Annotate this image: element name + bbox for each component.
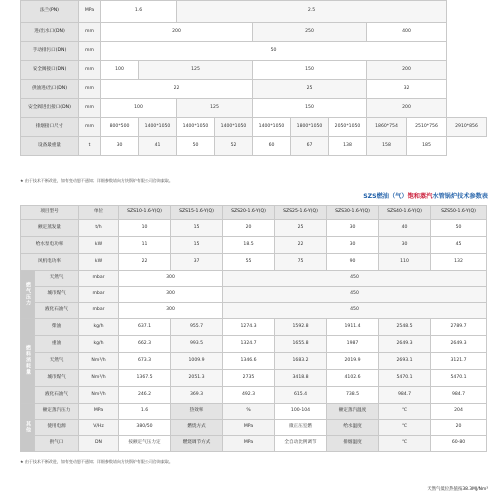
value-cell: 2510*756 [407, 118, 447, 137]
fuel-heating-value-note: 天然气低位热值按38.3MJ/Nm³ [427, 487, 488, 492]
value-cell: 2548.5 [379, 319, 431, 336]
value-cell: 1367.5 [119, 370, 171, 387]
row-label: 供气口 [35, 436, 79, 452]
value-cell: 993.5 [171, 336, 223, 353]
row-label: 手动排污口(DN) [21, 42, 79, 61]
group-fuel-consumption: 燃料消耗量 [21, 319, 35, 404]
value-cell: 1592.8 [275, 319, 327, 336]
value-cell: 20 [431, 420, 487, 436]
value-cell: 1800*1050 [291, 118, 329, 137]
table-szs-steam-boiler-specs [20, 205, 487, 452]
row-unit: t [79, 137, 101, 156]
value-cell: 微正压室燃 [275, 420, 327, 436]
value-cell: 4102.6 [327, 370, 379, 387]
table-row [21, 206, 487, 220]
value-cell: 1324.7 [223, 336, 275, 353]
header-model: SZS30-1.6-Y(Q) [327, 206, 379, 220]
value-cell: 250 [253, 23, 367, 42]
row-unit: mm [79, 118, 101, 137]
row-label: 额定蒸汽压力 [35, 404, 79, 420]
value-cell: 246.2 [119, 387, 171, 404]
row-label: 设备最重量 [21, 137, 79, 156]
header-item: 项目型号 [21, 206, 79, 220]
value-cell: 37 [171, 254, 223, 271]
header-model: SZS50-1.6-Y(Q) [431, 206, 487, 220]
value-cell: 185 [407, 137, 447, 156]
row-label: 燃烧调节方式 [171, 436, 223, 452]
row-label: 安全阀进出接口(DN) [21, 99, 79, 118]
row-unit: mbar [79, 287, 119, 303]
row-unit: mbar [79, 303, 119, 319]
row-label: 额定蒸发量 [21, 220, 79, 237]
value-cell: 150 [253, 99, 367, 118]
row-unit: MPa [79, 1, 101, 23]
value-cell: 2735 [223, 370, 275, 387]
value-cell: 2019.9 [327, 353, 379, 370]
value-cell: 5470.1 [379, 370, 431, 387]
value-cell: 2051.3 [171, 370, 223, 387]
value-cell: 673.3 [119, 353, 171, 370]
header-model: SZS40-1.6-Y(Q) [379, 206, 431, 220]
value-cell: 1.6 [119, 404, 171, 420]
row-unit: mm [79, 61, 101, 80]
value-cell: 2693.1 [379, 353, 431, 370]
table-row [21, 137, 487, 156]
table-row [21, 254, 487, 271]
table-row [21, 420, 487, 436]
value-cell: 300 [119, 287, 223, 303]
row-unit: mbar [79, 271, 119, 287]
value-cell: 300 [119, 271, 223, 287]
value-cell: 662.3 [119, 336, 171, 353]
header-model: SZS20-1.6-Y(Q) [223, 206, 275, 220]
value-cell: 2789.7 [431, 319, 487, 336]
table-row [21, 287, 487, 303]
row-label: 液化石油气 [35, 387, 79, 404]
table-row [21, 61, 487, 80]
value-cell: 158 [367, 137, 407, 156]
row-label: 安全阀接口(DN) [21, 61, 79, 80]
value-cell: 100 [101, 99, 177, 118]
table-row [21, 118, 487, 137]
table-row [21, 42, 487, 61]
value-cell: 20 [223, 220, 275, 237]
value-cell: 30 [327, 220, 379, 237]
value-cell: 30 [327, 237, 379, 254]
header-model: SZS15-1.6-Y(Q) [171, 206, 223, 220]
value-cell: 150 [253, 61, 367, 80]
value-cell: 22 [275, 237, 327, 254]
row-unit: Nm³/h [79, 370, 119, 387]
value-cell: 1655.8 [275, 336, 327, 353]
table-row [21, 353, 487, 370]
value-cell: 400 [367, 23, 447, 42]
table-row [21, 404, 487, 420]
value-cell: 100-104 [275, 404, 327, 420]
row-label: 天然气 [35, 353, 79, 370]
row-label: 额定蒸汽温度 [327, 404, 379, 420]
value-cell: 1009.9 [171, 353, 223, 370]
row-unit: Nm³/h [79, 387, 119, 404]
value-cell: 75 [275, 254, 327, 271]
table-row [21, 370, 487, 387]
value-cell: 615.4 [275, 387, 327, 404]
row-unit: Nm³/h [79, 353, 119, 370]
value-cell: 450 [223, 287, 487, 303]
value-cell: 25 [275, 220, 327, 237]
value-cell: 全自动比例调节 [275, 436, 327, 452]
value-cell: 1987 [327, 336, 379, 353]
row-label: 热效率 [171, 404, 223, 420]
value-cell: 800*500 [101, 118, 139, 137]
value-cell: 按额定气压力定 [119, 436, 171, 452]
value-cell: 2.5 [177, 1, 447, 23]
value-cell: 984.7 [431, 387, 487, 404]
value-cell: 204 [431, 404, 487, 420]
table-row [21, 303, 487, 319]
table-row [21, 319, 487, 336]
value-cell: 15 [171, 237, 223, 254]
row-label: 排烟接口尺寸 [21, 118, 79, 137]
row-unit: mm [79, 42, 101, 61]
table-row [21, 336, 487, 353]
row-unit: ℃ [379, 404, 431, 420]
value-cell: 3121.7 [431, 353, 487, 370]
table2-footnote: ★ 由于技术不断改进，如有变动恕不通知；详细参数请向方快锅炉有限公司咨询索取。 [20, 459, 173, 464]
row-label: 城市煤气 [35, 287, 79, 303]
value-cell: 1400*1050 [215, 118, 253, 137]
value-cell: 1683.2 [275, 353, 327, 370]
value-cell: 200 [101, 23, 253, 42]
group-other: 其他 [21, 404, 35, 452]
value-cell: 300 [119, 303, 223, 319]
row-label: 柴油 [35, 319, 79, 336]
value-cell: 738.5 [327, 387, 379, 404]
value-cell: 955.7 [171, 319, 223, 336]
row-unit: kg/h [79, 336, 119, 353]
row-unit: % [223, 404, 275, 420]
value-cell: 3418.8 [275, 370, 327, 387]
value-cell: 90 [327, 254, 379, 271]
value-cell: 1346.6 [223, 353, 275, 370]
value-cell: 2910*856 [447, 118, 487, 137]
value-cell: 100 [101, 61, 139, 80]
header-model: SZS10-1.6-Y(Q) [119, 206, 171, 220]
row-label: 法兰(PN) [21, 1, 79, 23]
value-cell: 25 [253, 80, 367, 99]
row-label: 给水温度 [327, 420, 379, 436]
value-cell: 637.1 [119, 319, 171, 336]
value-cell: 5470.1 [431, 370, 487, 387]
row-label: 城市煤气 [35, 370, 79, 387]
row-unit: kW [79, 237, 119, 254]
row-label: 燃烧方式 [171, 420, 223, 436]
row-label: 排烟温度 [327, 436, 379, 452]
value-cell: 50 [431, 220, 487, 237]
value-cell: 50 [101, 42, 447, 61]
value-cell: 125 [177, 99, 253, 118]
value-cell: 2649.3 [431, 336, 487, 353]
value-cell: 380/50 [119, 420, 171, 436]
row-unit: DN [79, 436, 119, 452]
row-unit: mm [79, 80, 101, 99]
value-cell: 55 [223, 254, 275, 271]
row-label: 给水泵电功率 [21, 237, 79, 254]
row-label: 重油 [35, 336, 79, 353]
table2-title: SZS燃油（气）饱和蒸汽水管锅炉技术参数表 [363, 193, 488, 200]
row-label: 液化石油气 [35, 303, 79, 319]
row-label: 进/出水口(DN) [21, 23, 79, 42]
value-cell: 1911.4 [327, 319, 379, 336]
value-cell: 32 [367, 80, 447, 99]
value-cell: 984.7 [379, 387, 431, 404]
value-cell: 60 [253, 137, 291, 156]
value-cell: 125 [139, 61, 253, 80]
table-row [21, 237, 487, 254]
table-row [21, 271, 487, 287]
value-cell: 15 [171, 220, 223, 237]
row-unit: mm [79, 23, 101, 42]
table-row [21, 1, 487, 23]
row-label: 使用电源 [35, 420, 79, 436]
row-unit: MPa [223, 436, 275, 452]
value-cell: 1400*1050 [139, 118, 177, 137]
value-cell: 60-80 [431, 436, 487, 452]
table-row [21, 99, 487, 118]
value-cell: 369.3 [171, 387, 223, 404]
value-cell: 67 [291, 137, 329, 156]
row-unit: t/h [79, 220, 119, 237]
value-cell: 30 [101, 137, 139, 156]
header-unit: 单位 [79, 206, 119, 220]
value-cell: 450 [223, 271, 487, 287]
value-cell: 18.5 [223, 237, 275, 254]
value-cell: 30 [379, 237, 431, 254]
value-cell: 22 [119, 254, 171, 271]
row-unit: ℃ [379, 436, 431, 452]
value-cell: 1.6 [101, 1, 177, 23]
table-row [21, 436, 487, 452]
value-cell: 50 [177, 137, 215, 156]
value-cell: 2649.3 [379, 336, 431, 353]
header-model: SZS25-1.6-Y(Q) [275, 206, 327, 220]
value-cell: 200 [367, 99, 447, 118]
row-unit: MPa [79, 404, 119, 420]
row-label: 风机电功率 [21, 254, 79, 271]
row-label: 天然气 [35, 271, 79, 287]
value-cell: 2050*1050 [329, 118, 367, 137]
row-unit: kW [79, 254, 119, 271]
value-cell: 1860*754 [367, 118, 407, 137]
table-row [21, 220, 487, 237]
value-cell: 10 [119, 220, 171, 237]
row-unit: V/Hz [79, 420, 119, 436]
table-row [21, 387, 487, 404]
value-cell: 11 [119, 237, 171, 254]
value-cell: 22 [101, 80, 253, 99]
value-cell: 1274.3 [223, 319, 275, 336]
row-unit: kg/h [79, 319, 119, 336]
value-cell: 1400*1050 [177, 118, 215, 137]
value-cell: 200 [367, 61, 447, 80]
value-cell: 40 [379, 220, 431, 237]
table-row [21, 23, 487, 42]
row-unit: ℃ [379, 420, 431, 436]
row-unit: mm [79, 99, 101, 118]
value-cell: 132 [431, 254, 487, 271]
table-continued-specs [20, 0, 487, 156]
value-cell: 45 [431, 237, 487, 254]
row-unit: MPa [223, 420, 275, 436]
table1-footnote: ★ 由于技术不断改进，如有变动恕不通知；详细参数请向方快锅炉有限公司咨询索取。 [20, 178, 173, 183]
value-cell: 138 [329, 137, 367, 156]
group-gas-pressure: 燃气压力 [21, 271, 35, 319]
table-row [21, 80, 487, 99]
value-cell: 52 [215, 137, 253, 156]
value-cell: 450 [223, 303, 487, 319]
row-label: 供油进/出口(DN) [21, 80, 79, 99]
value-cell: 492.3 [223, 387, 275, 404]
value-cell: 110 [379, 254, 431, 271]
value-cell: 41 [139, 137, 177, 156]
value-cell: 1400*1050 [253, 118, 291, 137]
